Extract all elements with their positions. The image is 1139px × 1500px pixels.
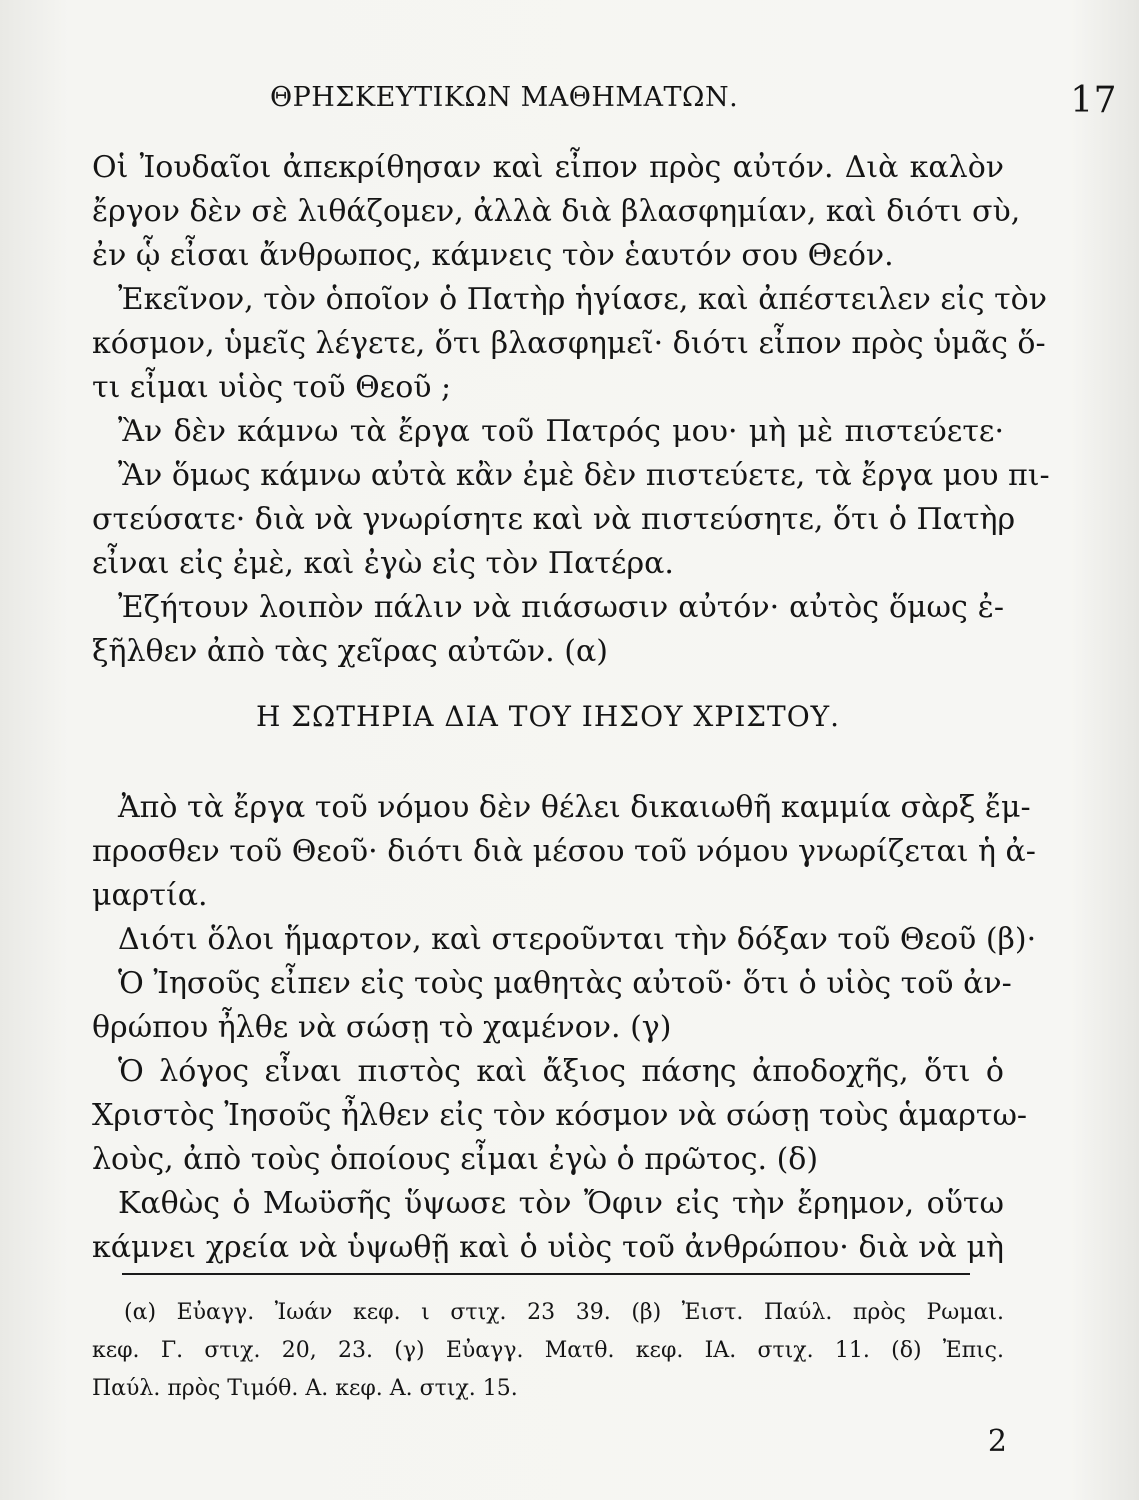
header-title: ΘΡΗΣΚΕΥΤΙΚΩΝ ΜΑΘΗΜΑΤΩΝ. [270, 82, 739, 113]
text-line: ἔργον δὲν σὲ λιθάζομεν, ἀλλὰ διὰ βλασφημίαν, καὶ διότι σὺ, [92, 194, 1021, 229]
footnote-line: κεφ. Γ. στιχ. 20, 23. (γ) Εὐαγγ. Ματθ. κεφ. ΙΑ. στιχ. 11. (δ) Ἐπις. [92, 1338, 1004, 1363]
text-line: Ἐκεῖνον, τὸν ὁποῖον ὁ Πατὴρ ἡγίασε, καὶ ἀπέστειλεν εἰς τὸν [118, 282, 1047, 317]
text-line: Χριστὸς Ἰησοῦς ἦλθεν εἰς τὸν κόσμον νὰ σώσῃ τοὺς ἁμαρτω- [92, 1098, 1028, 1133]
text-line: μαρτία. [92, 878, 208, 913]
text-line: Καθὼς ὁ Μωϋσῆς ὕψωσε τὸν Ὄφιν εἰς τὴν ἔρημον, οὕτω [118, 1186, 1004, 1221]
section-heading-wrap [92, 700, 1004, 744]
text-line: Διότι ὅλοι ἥμαρτον, καὶ στεροῦνται τὴν δόξαν τοῦ Θεοῦ (β)· [118, 922, 1037, 957]
text-line: Οἱ Ἰουδαῖοι ἀπεκρίθησαν καὶ εἶπον πρὸς αὐτόν. Διὰ καλὸν [92, 150, 1004, 185]
signature-mark: 2 [987, 1424, 1007, 1459]
text-line: κόσμον, ὑμεῖς λέγετε, ὅτι βλασφημεῖ· διότι εἶπον πρὸς ὑμᾶς ὅ- [92, 326, 1046, 361]
text-line: στεύσατε· διὰ νὰ γνωρίσητε καὶ νὰ πιστεύσητε, ὅτι ὁ Πατὴρ [92, 502, 1016, 537]
text-line: λοὺς, ἀπὸ τοὺς ὁποίους εἶμαι ἐγὼ ὁ πρῶτος. (δ) [92, 1142, 819, 1177]
text-line: Ἂν ὅμως κάμνω αὐτὰ κἂν ἐμὲ δὲν πιστεύετε, τὰ ἔργα μου πι- [118, 458, 1050, 493]
text-line: τι εἶμαι υἱὸς τοῦ Θεοῦ ; [92, 370, 452, 405]
footnote-line: Παύλ. πρὸς Τιμόθ. Α. κεφ. Α. στιχ. 15. [92, 1376, 518, 1401]
section-heading: Η ΣΩΤΗΡΙΑ ΔΙΑ ΤΟΥ ΙΗΣΟΥ ΧΡΙΣΤΟΥ. [255, 700, 841, 733]
text-line: Ἀπὸ τὰ ἔργα τοῦ νόμου δὲν θέλει δικαιωθῆ καμμία σὰρξ ἔμ- [118, 790, 1031, 825]
text-line: ξῆλθεν ἀπὸ τὰς χεῖρας αὐτῶν. (α) [92, 634, 608, 669]
page-number: 17 [1070, 80, 1117, 121]
running-header [90, 80, 1117, 126]
text-line: Ἐζήτουν λοιπὸν πάλιν νὰ πιάσωσιν αὐτόν· αὐτὸς ὅμως ἐ- [118, 590, 1004, 625]
footnote-divider [122, 1273, 970, 1275]
text-line: θρώπου ἦλθε νὰ σώσῃ τὸ χαμένον. (γ) [92, 1010, 672, 1045]
text-line: κάμνει χρεία νὰ ὑψωθῇ καὶ ὁ υἱὸς τοῦ ἀνθρώπου· διὰ νὰ μὴ [92, 1230, 1004, 1265]
text-line: προσθεν τοῦ Θεοῦ· διότι διὰ μέσου τοῦ νόμου γνωρίζεται ἡ ἀ- [92, 834, 1036, 869]
text-line: εἶναι εἰς ἐμὲ, καὶ ἐγὼ εἰς τὸν Πατέρα. [92, 546, 674, 581]
text-line: Ὁ Ἰησοῦς εἶπεν εἰς τοὺς μαθητὰς αὐτοῦ· ὅτι ὁ υἱὸς τοῦ ἀν- [118, 966, 1012, 1001]
text-line: Ὁ λόγος εἶναι πιστὸς καὶ ἄξιος πάσης ἀποδοχῆς, ὅτι ὁ [118, 1054, 1004, 1089]
text-line: Ἂν δὲν κάμνω τὰ ἔργα τοῦ Πατρός μου· μὴ μὲ πιστεύετε· [118, 414, 1004, 449]
footnote-line: (α) Εὐαγγ. Ἰωάν κεφ. ι στιχ. 23 39. (β) Ἐιστ. Παύλ. πρὸς Ρωμαι. [124, 1300, 1004, 1325]
text-line: ἐν ᾧ εἶσαι ἄνθρωπος, κάμνεις τὸν ἑαυτόν σου Θεόν. [92, 238, 894, 273]
